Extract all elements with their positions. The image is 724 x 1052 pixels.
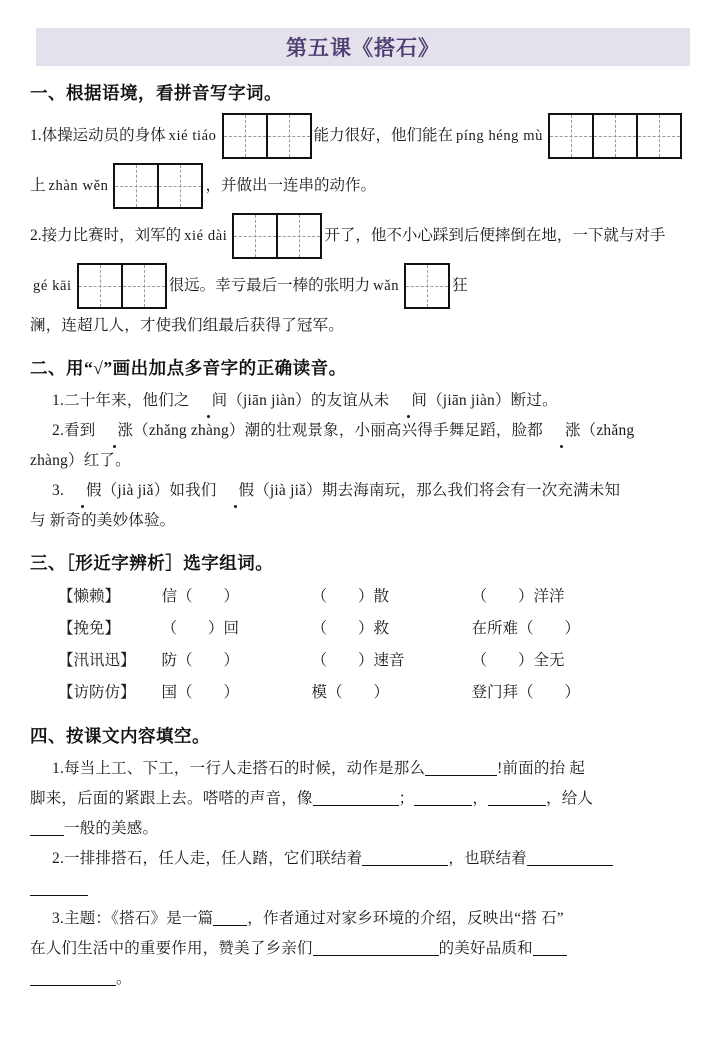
word-blank-cell[interactable]: （ ）散 [311, 588, 390, 605]
fill-blank[interactable] [425, 760, 497, 776]
char-group-label: 【汛讯迅】 [58, 652, 136, 669]
fill-blank[interactable] [313, 940, 439, 956]
char-group-label: 【懒赖】 [58, 588, 121, 605]
s4-q2-num: 2. [52, 850, 65, 867]
emphasis-dotted-char: 涨 [95, 416, 133, 446]
emphasis-dotted-char: 假 [64, 476, 102, 506]
section-two-item [30, 476, 698, 506]
emphasis-dotted-char: 假 [217, 476, 255, 506]
section-two-item-cont: 与 新奇的美妙体验。 [30, 512, 176, 529]
table-row [58, 613, 580, 645]
grid-cell[interactable] [404, 263, 450, 309]
grid-cell[interactable] [232, 213, 278, 259]
s4-q1-b: !前面的抬 起 [497, 760, 586, 777]
section-four-question-1 [30, 754, 698, 784]
item-number: 1. [52, 392, 65, 409]
s4-q1-f: ，给人 [546, 790, 594, 807]
section-two-heading: 二、用“√”画出加点多音字的正确读音。 [30, 358, 347, 378]
q2-num: 2. [30, 227, 42, 244]
section-one-question-1 [30, 111, 698, 211]
section-four-question-2-cont [30, 874, 698, 904]
word-blank-cell[interactable]: 国（ ） [161, 684, 240, 701]
s4-q1-e: ， [472, 790, 489, 807]
fill-blank[interactable] [30, 970, 116, 986]
q2-text-1: 接力比赛时，刘军的 [41, 227, 182, 244]
item-text: （zhǎng [580, 422, 635, 439]
table-row [58, 677, 580, 709]
page-title-band [36, 28, 690, 66]
q2-answer-grid-2[interactable] [77, 263, 167, 309]
item-number: 2. [52, 422, 65, 439]
q1-answer-grid-1[interactable] [222, 113, 312, 159]
s4-q1-num: 1. [52, 760, 65, 777]
q2-pinyin-1: xié dài [184, 228, 228, 244]
q1-text-3: 上 [30, 177, 46, 194]
grid-cell[interactable] [592, 113, 638, 159]
grid-cell[interactable] [266, 113, 312, 159]
item-text: （jiān jiàn）断过。 [427, 392, 558, 409]
q1-answer-grid-2[interactable] [548, 113, 682, 159]
section-two-item-cont: zhàng）红了。 [30, 452, 131, 469]
q1-pinyin-1: xié tiáo [168, 128, 217, 144]
item-text: 二十年来，他们之 [64, 392, 190, 409]
q2-pinyin-2: gé kāi [33, 278, 72, 294]
table-row [58, 645, 580, 677]
emphasis-dotted-char: 间 [389, 386, 427, 416]
fill-blank[interactable] [533, 940, 567, 956]
char-group-label: 【访防仿】 [58, 684, 136, 701]
section-four-question-3 [30, 904, 698, 934]
page-title: 第五课《搭石》 [286, 36, 440, 60]
word-blank-cell[interactable]: 在所难（ ） [471, 620, 581, 637]
grid-cell[interactable] [113, 163, 159, 209]
s4-q1-c: 脚来，后面的紧跟上去。嗒嗒的声音，像 [30, 790, 313, 807]
s4-q3-num: 3. [52, 910, 65, 927]
grid-cell[interactable] [636, 113, 682, 159]
section-four-question-3-cont [30, 934, 698, 964]
section-two-items [0, 386, 724, 536]
section-two-item [30, 416, 698, 446]
word-blank-cell[interactable]: 模（ ） [311, 684, 390, 701]
fill-blank[interactable] [313, 790, 399, 806]
grid-cell[interactable] [77, 263, 123, 309]
s4-q3-b: ，作者通过对家乡环境的介绍，反映出“搭 石” [247, 910, 564, 927]
s4-q3-a: 主题：《搭石》是一篇 [64, 910, 214, 927]
s4-q3-c: 在人们生活中的重要作用，赞美了乡亲们 [30, 940, 313, 957]
grid-cell[interactable] [276, 213, 322, 259]
fill-blank[interactable] [414, 790, 472, 806]
item-text: （zhǎng zhàng）潮的壮观景象，小丽高兴得手舞足蹈，脸都 [133, 422, 543, 439]
q2-text-3: 一下就与对手 [572, 227, 666, 244]
fill-blank[interactable] [213, 910, 247, 926]
fill-blank[interactable] [30, 820, 64, 836]
q2-text-5: 狂 [452, 277, 468, 294]
s4-q3-d: 的美好品质和 [438, 940, 533, 957]
item-number: 3. [52, 482, 65, 499]
word-blank-cell[interactable]: （ ）救 [311, 620, 390, 637]
worksheet-page [0, 28, 724, 1052]
section-four-question-1-cont [30, 784, 698, 814]
item-text: 看到 [64, 422, 96, 439]
fill-blank[interactable] [362, 850, 448, 866]
fill-blank[interactable] [527, 850, 613, 866]
word-blank-cell[interactable]: （ ）速音 [311, 652, 405, 669]
grid-cell[interactable] [548, 113, 594, 159]
item-text: （jià jiǎ）如我们 [101, 482, 217, 499]
grid-cell[interactable] [157, 163, 203, 209]
q2-pinyin-3: wǎn [373, 278, 400, 294]
q1-text-2: 能力很好，他们能在 [313, 127, 454, 144]
fill-blank[interactable] [30, 880, 88, 896]
word-blank-cell[interactable]: 信（ ） [161, 588, 240, 605]
q2-text-6: 澜，连超几人，才使我们组最后获得了冠军。 [30, 317, 345, 334]
section-two-item [30, 386, 698, 416]
table-row [58, 581, 580, 613]
word-blank-cell[interactable]: （ ）回 [161, 620, 240, 637]
section-four-heading: 四、按课文内容填空。 [30, 726, 210, 746]
grid-cell[interactable] [121, 263, 167, 309]
word-blank-cell[interactable]: 登门拜（ ） [471, 684, 581, 701]
s4-q2-a: 一排排搭石，任人走，任人踏，它们联结着 [64, 850, 363, 867]
q1-num: 1. [30, 127, 42, 144]
q2-text-4: 很远。幸亏最后一棒的张明力 [168, 277, 371, 294]
grid-cell[interactable] [222, 113, 268, 159]
s4-q1-a: 每当上工、下工，一行人走搭石的时候，动作是那么 [64, 760, 426, 777]
q2-text-2: 开了，他不小心踩到后便摔倒在地， [324, 227, 573, 244]
section-one-question-2 [30, 211, 698, 311]
section-four-question-2 [30, 844, 698, 874]
section-one-heading: 一、根据语境，看拼音写字词。 [30, 83, 282, 103]
q1-text-4: ，并做出一连串的动作。 [205, 177, 376, 194]
q2-answer-grid-1[interactable] [232, 213, 322, 259]
item-text: （jiān jiàn）的友谊从未 [227, 392, 390, 409]
emphasis-dotted-char: 间 [190, 386, 228, 416]
section-four-question-3-cont2 [30, 964, 698, 994]
section-four-question-1-cont2 [30, 814, 698, 844]
q1-text-1: 体操运动员的身体 [41, 127, 166, 144]
s4-q1-d: ； [398, 790, 415, 807]
word-blank-cell[interactable]: 防（ ） [161, 652, 240, 669]
word-blank-cell[interactable]: （ ）洋洋 [471, 588, 565, 605]
q1-answer-grid-3[interactable] [113, 163, 203, 209]
fill-blank[interactable] [488, 790, 546, 806]
word-blank-cell[interactable]: （ ）全无 [471, 652, 565, 669]
q1-pinyin-2: píng héng mù [456, 128, 543, 144]
section-three-heading: 三、［形近字辨析］选字组词。 [30, 553, 274, 573]
q1-pinyin-3: zhàn wěn [48, 178, 109, 194]
section-three-table [58, 581, 580, 709]
s4-q2-b: ，也联结着 [448, 850, 527, 867]
q2-answer-grid-3[interactable] [404, 263, 450, 309]
s4-q3-e: 。 [116, 970, 132, 987]
s4-q1-g: 一般的美感。 [64, 820, 159, 837]
item-text: （jià jiǎ）期去海南玩，那么我们将会有一次充满未知 [254, 482, 621, 499]
emphasis-dotted-char: 涨 [543, 416, 581, 446]
char-group-label: 【挽免】 [58, 620, 121, 637]
